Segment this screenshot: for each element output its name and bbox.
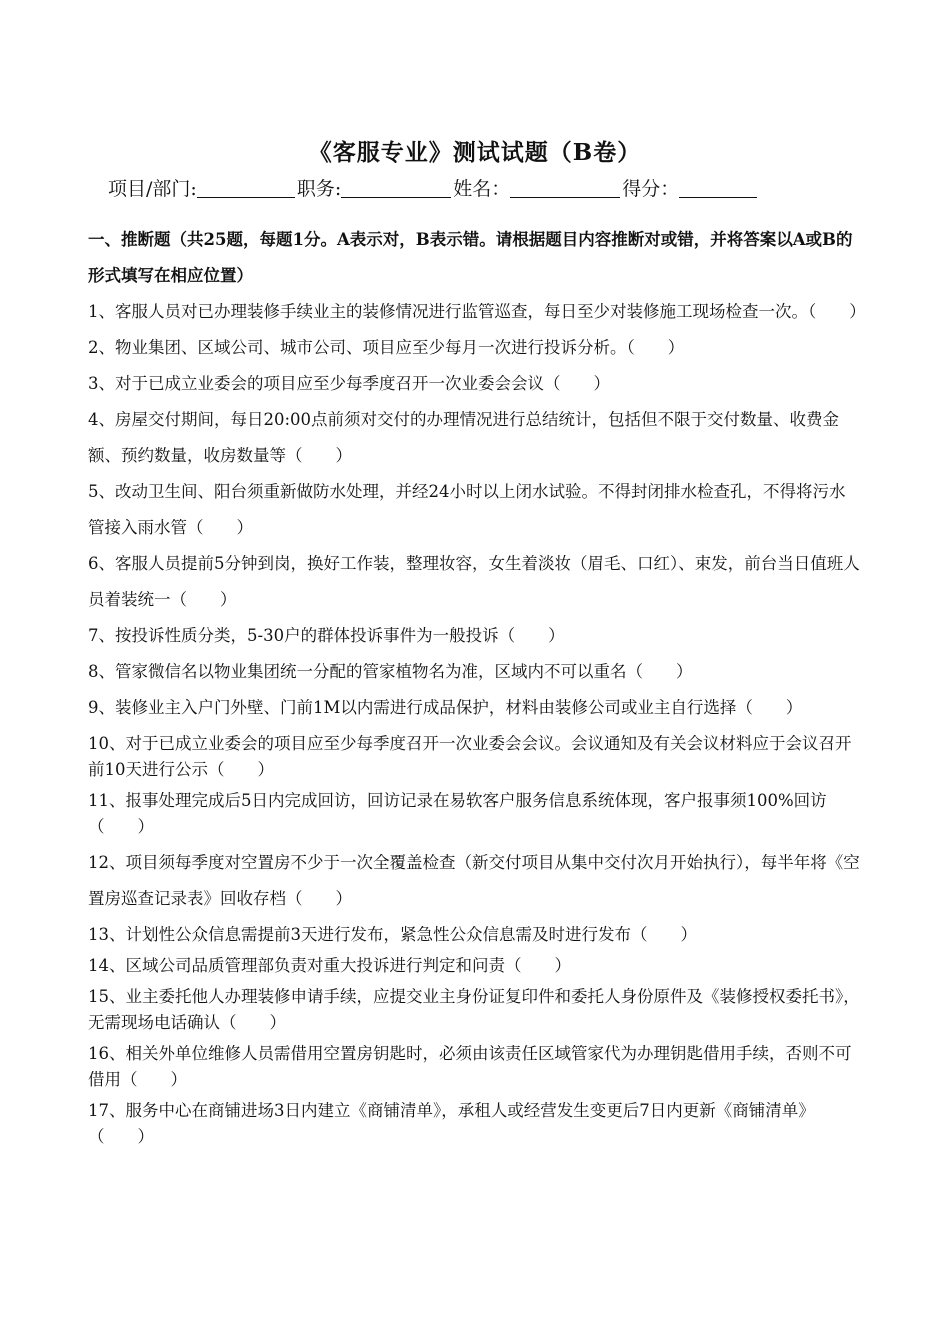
question-item: 5、改动卫生间、阳台须重新做防水处理，并经24小时以上闭水试验。不得封闭排水检查孔，不得将污水管接入雨水管（ ） — [88, 482, 846, 537]
job-blank[interactable] — [341, 177, 451, 198]
question-item: 1、客服人员对已办理装修手续业主的装修情况进行监管巡查，每日至少对装修施工现场检查一次。（ ） — [88, 302, 866, 321]
question-item: 2、物业集团、区域公司、城市公司、项目应至少每月一次进行投诉分析。（ ） — [88, 338, 685, 357]
question-item: 3、对于已成立业委会的项目应至少每季度召开一次业委会会议（ ） — [88, 374, 610, 393]
question-item: 11、报事处理完成后5日内完成回访，回访记录在易软客户服务信息系统体现，客户报事须100%回访（ ） — [88, 791, 827, 836]
question-item: 7、按投诉性质分类，5-30户的群体投诉事件为一般投诉（ ） — [88, 626, 565, 645]
question-item: 6、客服人员提前5分钟到岗，换好工作装，整理妆容，女生着淡妆（眉毛、口红）、束发，前台当日值班人员着装统一（ ） — [88, 554, 860, 609]
question-item: 12、项目须每季度对空置房不少于一次全覆盖检查（新交付项目从集中交付次月开始执行），每半年将《空置房巡查记录表》回收存档（ ） — [88, 853, 860, 908]
question-section — [88, 222, 866, 1155]
section-header: 一、推断题（共25题，每题1分。A表示对，B表示错。请根据题目内容推断对或错，并将答案以A或B的形式填写在相应位置） — [88, 230, 853, 285]
page-title: 《客服专业》测试试题（B卷） — [308, 139, 642, 166]
name-blank[interactable] — [510, 177, 620, 198]
name-label: 姓名： — [453, 178, 511, 200]
question-item: 17、服务中心在商铺进场3日内建立《商铺清单》，承租人或经营发生变更后7日内更新《商铺清单》（ ） — [88, 1101, 815, 1146]
question-item: 16、相关外单位维修人员需借用空置房钥匙时，必须由该责任区域管家代为办理钥匙借用手续，否则不可借用（ ） — [88, 1044, 852, 1089]
question-item: 4、房屋交付期间，每日20:00点前须对交付的办理情况进行总结统计，包括但不限于交付数量、收费金额、预约数量，收房数量等（ ） — [88, 410, 840, 465]
question-item: 9、装修业主入户门外壁、门前1M以内需进行成品保护，材料由装修公司或业主自行选择（ ） — [88, 698, 803, 717]
question-item: 14、区域公司品质管理部负责对重大投诉进行判定和问责（ ） — [88, 956, 571, 975]
dept-blank[interactable] — [197, 177, 295, 198]
dept-label: 项目/部门: — [108, 178, 197, 200]
score-label: 得分： — [622, 178, 680, 200]
info-row — [108, 174, 759, 201]
score-blank[interactable] — [679, 177, 757, 198]
job-label: 职务: — [296, 178, 342, 200]
question-item: 15、业主委托他人办理装修申请手续，应提交业主身份证复印件和委托人身份原件及《装修授权委托书》，无需现场电话确认（ ） — [88, 987, 860, 1032]
question-item: 10、对于已成立业委会的项目应至少每季度召开一次业委会会议。会议通知及有关会议材料应于会议召开前10天进行公示（ ） — [88, 734, 852, 779]
question-item: 8、管家微信名以物业集团统一分配的管家植物名为准，区域内不可以重名（ ） — [88, 662, 693, 681]
question-item: 13、计划性公众信息需提前3天进行发布，紧急性公众信息需及时进行发布（ ） — [88, 925, 697, 944]
